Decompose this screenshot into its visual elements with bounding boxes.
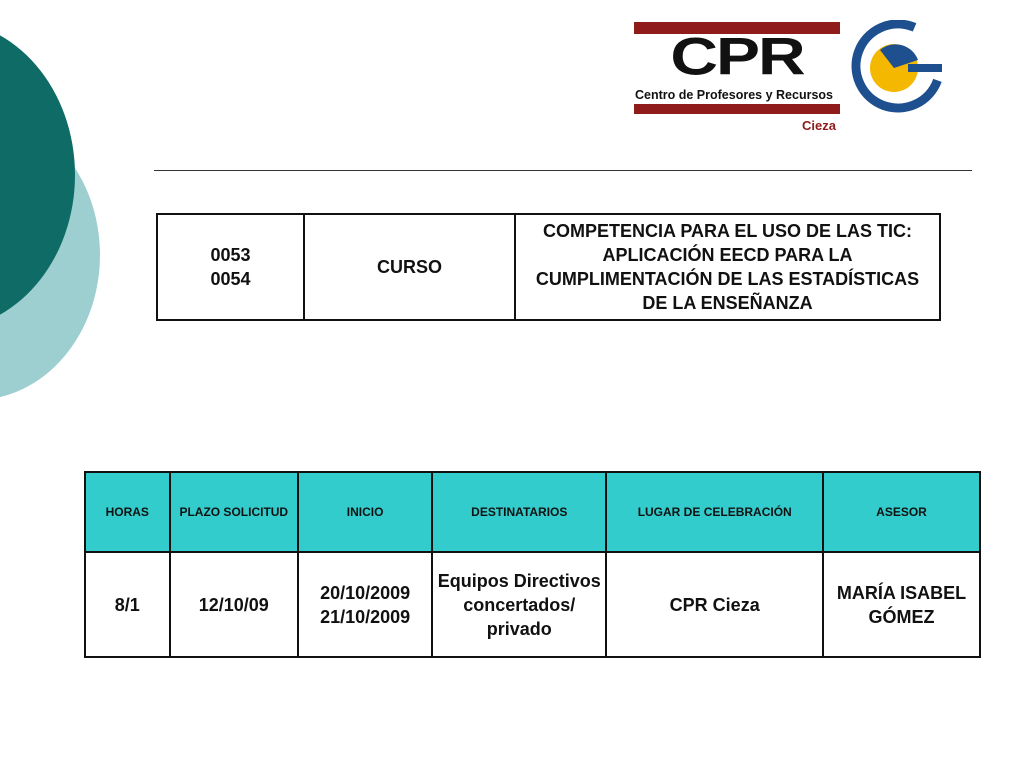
cell-horas: 8/1 bbox=[85, 552, 170, 657]
header-lugar: LUGAR DE CELEBRACIÓN bbox=[606, 472, 823, 552]
header-plazo-solicitud: PLAZO SOLICITUD bbox=[170, 472, 299, 552]
course-title: COMPETENCIA PARA EL USO DE LAS TIC: APLICACIÓN EECD PARA LA CUMPLIMENTACIÓN DE LAS ESTADÍSTICAS DE LA ENSEÑANZA bbox=[515, 214, 940, 320]
cell-inicio: 20/10/2009 21/10/2009 bbox=[298, 552, 432, 657]
course-row bbox=[157, 214, 940, 320]
logo-city: Cieza bbox=[802, 118, 836, 133]
logo-bar-bottom bbox=[634, 104, 840, 114]
header-divider bbox=[154, 170, 972, 171]
logo-subtitle: Centro de Profesores y Recursos bbox=[635, 88, 833, 102]
cpr-logo bbox=[632, 20, 947, 140]
course-codes: 0053 0054 bbox=[157, 214, 304, 320]
logo-title: CPR bbox=[670, 26, 804, 86]
course-table bbox=[156, 213, 941, 321]
header-inicio: INICIO bbox=[298, 472, 432, 552]
header-asesor: ASESOR bbox=[823, 472, 980, 552]
cell-destinatarios: Equipos Directivos concertados/ privado bbox=[432, 552, 606, 657]
details-header-row bbox=[85, 472, 980, 552]
cell-lugar: CPR Cieza bbox=[606, 552, 823, 657]
details-data-row bbox=[85, 552, 980, 657]
course-type: CURSO bbox=[304, 214, 515, 320]
header-destinatarios: DESTINATARIOS bbox=[432, 472, 606, 552]
cell-asesor: MARÍA ISABEL GÓMEZ bbox=[823, 552, 980, 657]
course-details-table bbox=[84, 471, 981, 658]
header-horas: HORAS bbox=[85, 472, 170, 552]
cell-plazo-solicitud: 12/10/09 bbox=[170, 552, 299, 657]
cpr-emblem-icon bbox=[850, 20, 946, 116]
